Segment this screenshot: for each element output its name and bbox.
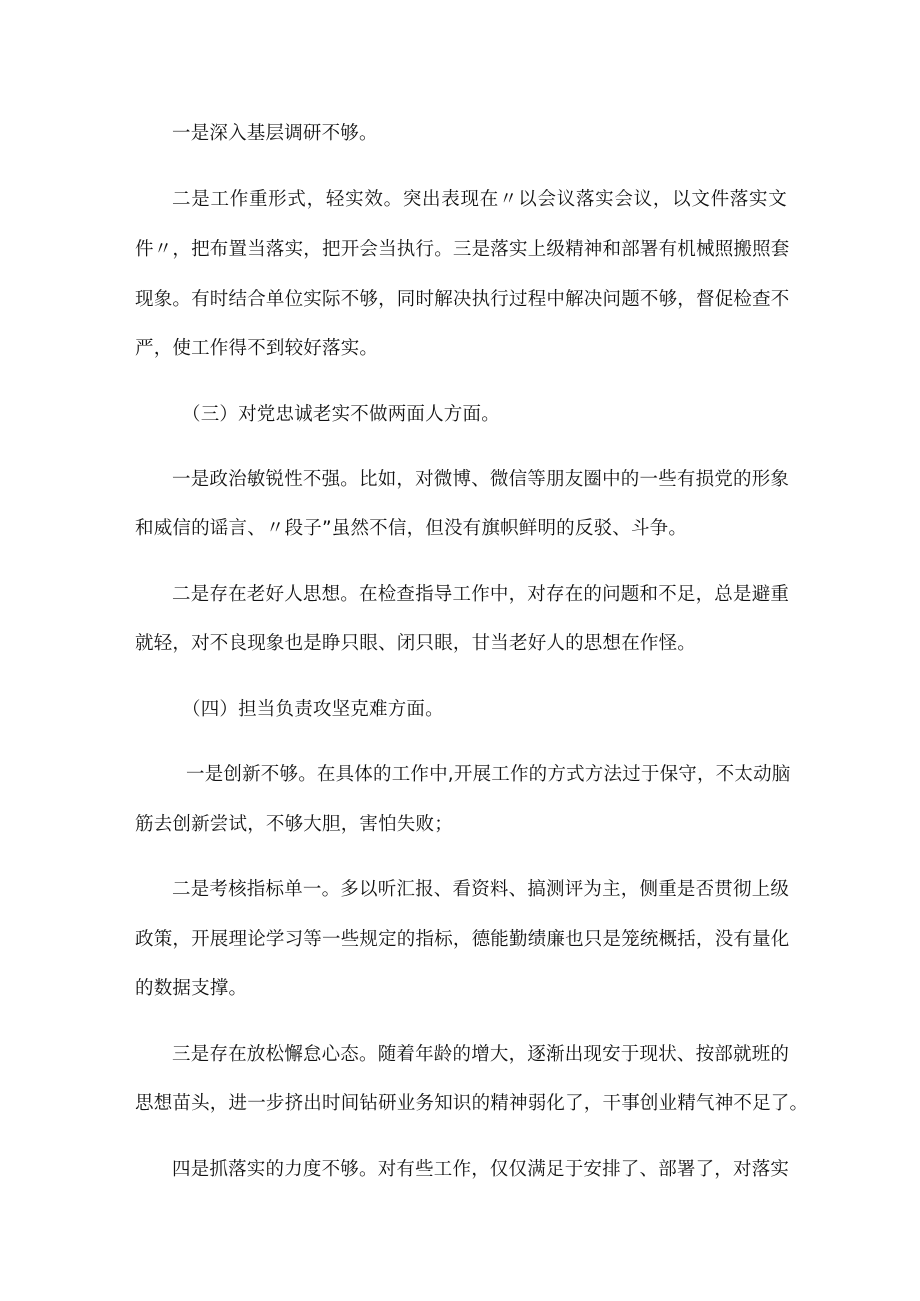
paragraph-line: 一是政治敏锐性不强。比如，对微博、微信等朋友圈中的一些有损党的形象 bbox=[172, 469, 790, 490]
paragraph-line: 二是存在老好人思想。在检查指导工作中，对存在的问题和不足，总是避重 bbox=[172, 584, 790, 605]
paragraph-line: 的数据支撑。 bbox=[135, 978, 248, 999]
paragraph-line: 和威信的谣言、〃段子”虽然不信，但没有旗帜鲜明的反驳、斗争。 bbox=[135, 518, 688, 539]
paragraph-line: 严，使工作得不到较好落实。 bbox=[135, 338, 379, 359]
section-heading: （三）对党忠诚老实不做两面人方面。 bbox=[182, 404, 500, 425]
paragraph-line: 二是考核指标单一。多以听汇报、看资料、搞测评为主，侧重是否贯彻上级 bbox=[172, 879, 790, 900]
paragraph-line: 筋去创新尝试，不够大胆，害怕失败； bbox=[135, 814, 453, 835]
section-heading: （四）担当负责攻坚克难方面。 bbox=[182, 699, 444, 720]
paragraph-line: 政策，开展理论学习等一些规定的指标，德能勤绩廉也只是笼统概括，没有量化 bbox=[135, 929, 790, 950]
paragraph-line: 三是存在放松懈怠心态。随着年龄的增大，逐渐出现安于现状、按部就班的 bbox=[172, 1044, 790, 1065]
paragraph-line: 四是抓落实的力度不够。对有些工作，仅仅满足于安排了、部署了，对落实 bbox=[172, 1159, 790, 1180]
paragraph-line: 一是创新不够。在具体的工作中,开展工作的方式方法过于保守，不太动脑 bbox=[186, 764, 791, 785]
paragraph-line: 件〃，把布置当落实，把开会当执行。三是落实上级精神和部署有机械照搬照套 bbox=[135, 239, 790, 260]
paragraph-line: 二是工作重形式，轻实效。突出表现在〃以会议落实会议，以文件落实文 bbox=[172, 189, 787, 210]
paragraph-line: 就轻，对不良现象也是睁只眼、闭只眼，甘当老好人的思想在作怪。 bbox=[135, 633, 697, 654]
paragraph-line: 现象。有时结合单位实际不够，同时解决执行过程中解决问题不够，督促检查不 bbox=[135, 289, 790, 310]
paragraph-line: 思想苗头，进一步挤出时间钻研业务知识的精神弱化了，干事创业精气神不足了。 bbox=[135, 1093, 809, 1114]
paragraph-line: 一是深入基层调研不够。 bbox=[172, 123, 378, 144]
